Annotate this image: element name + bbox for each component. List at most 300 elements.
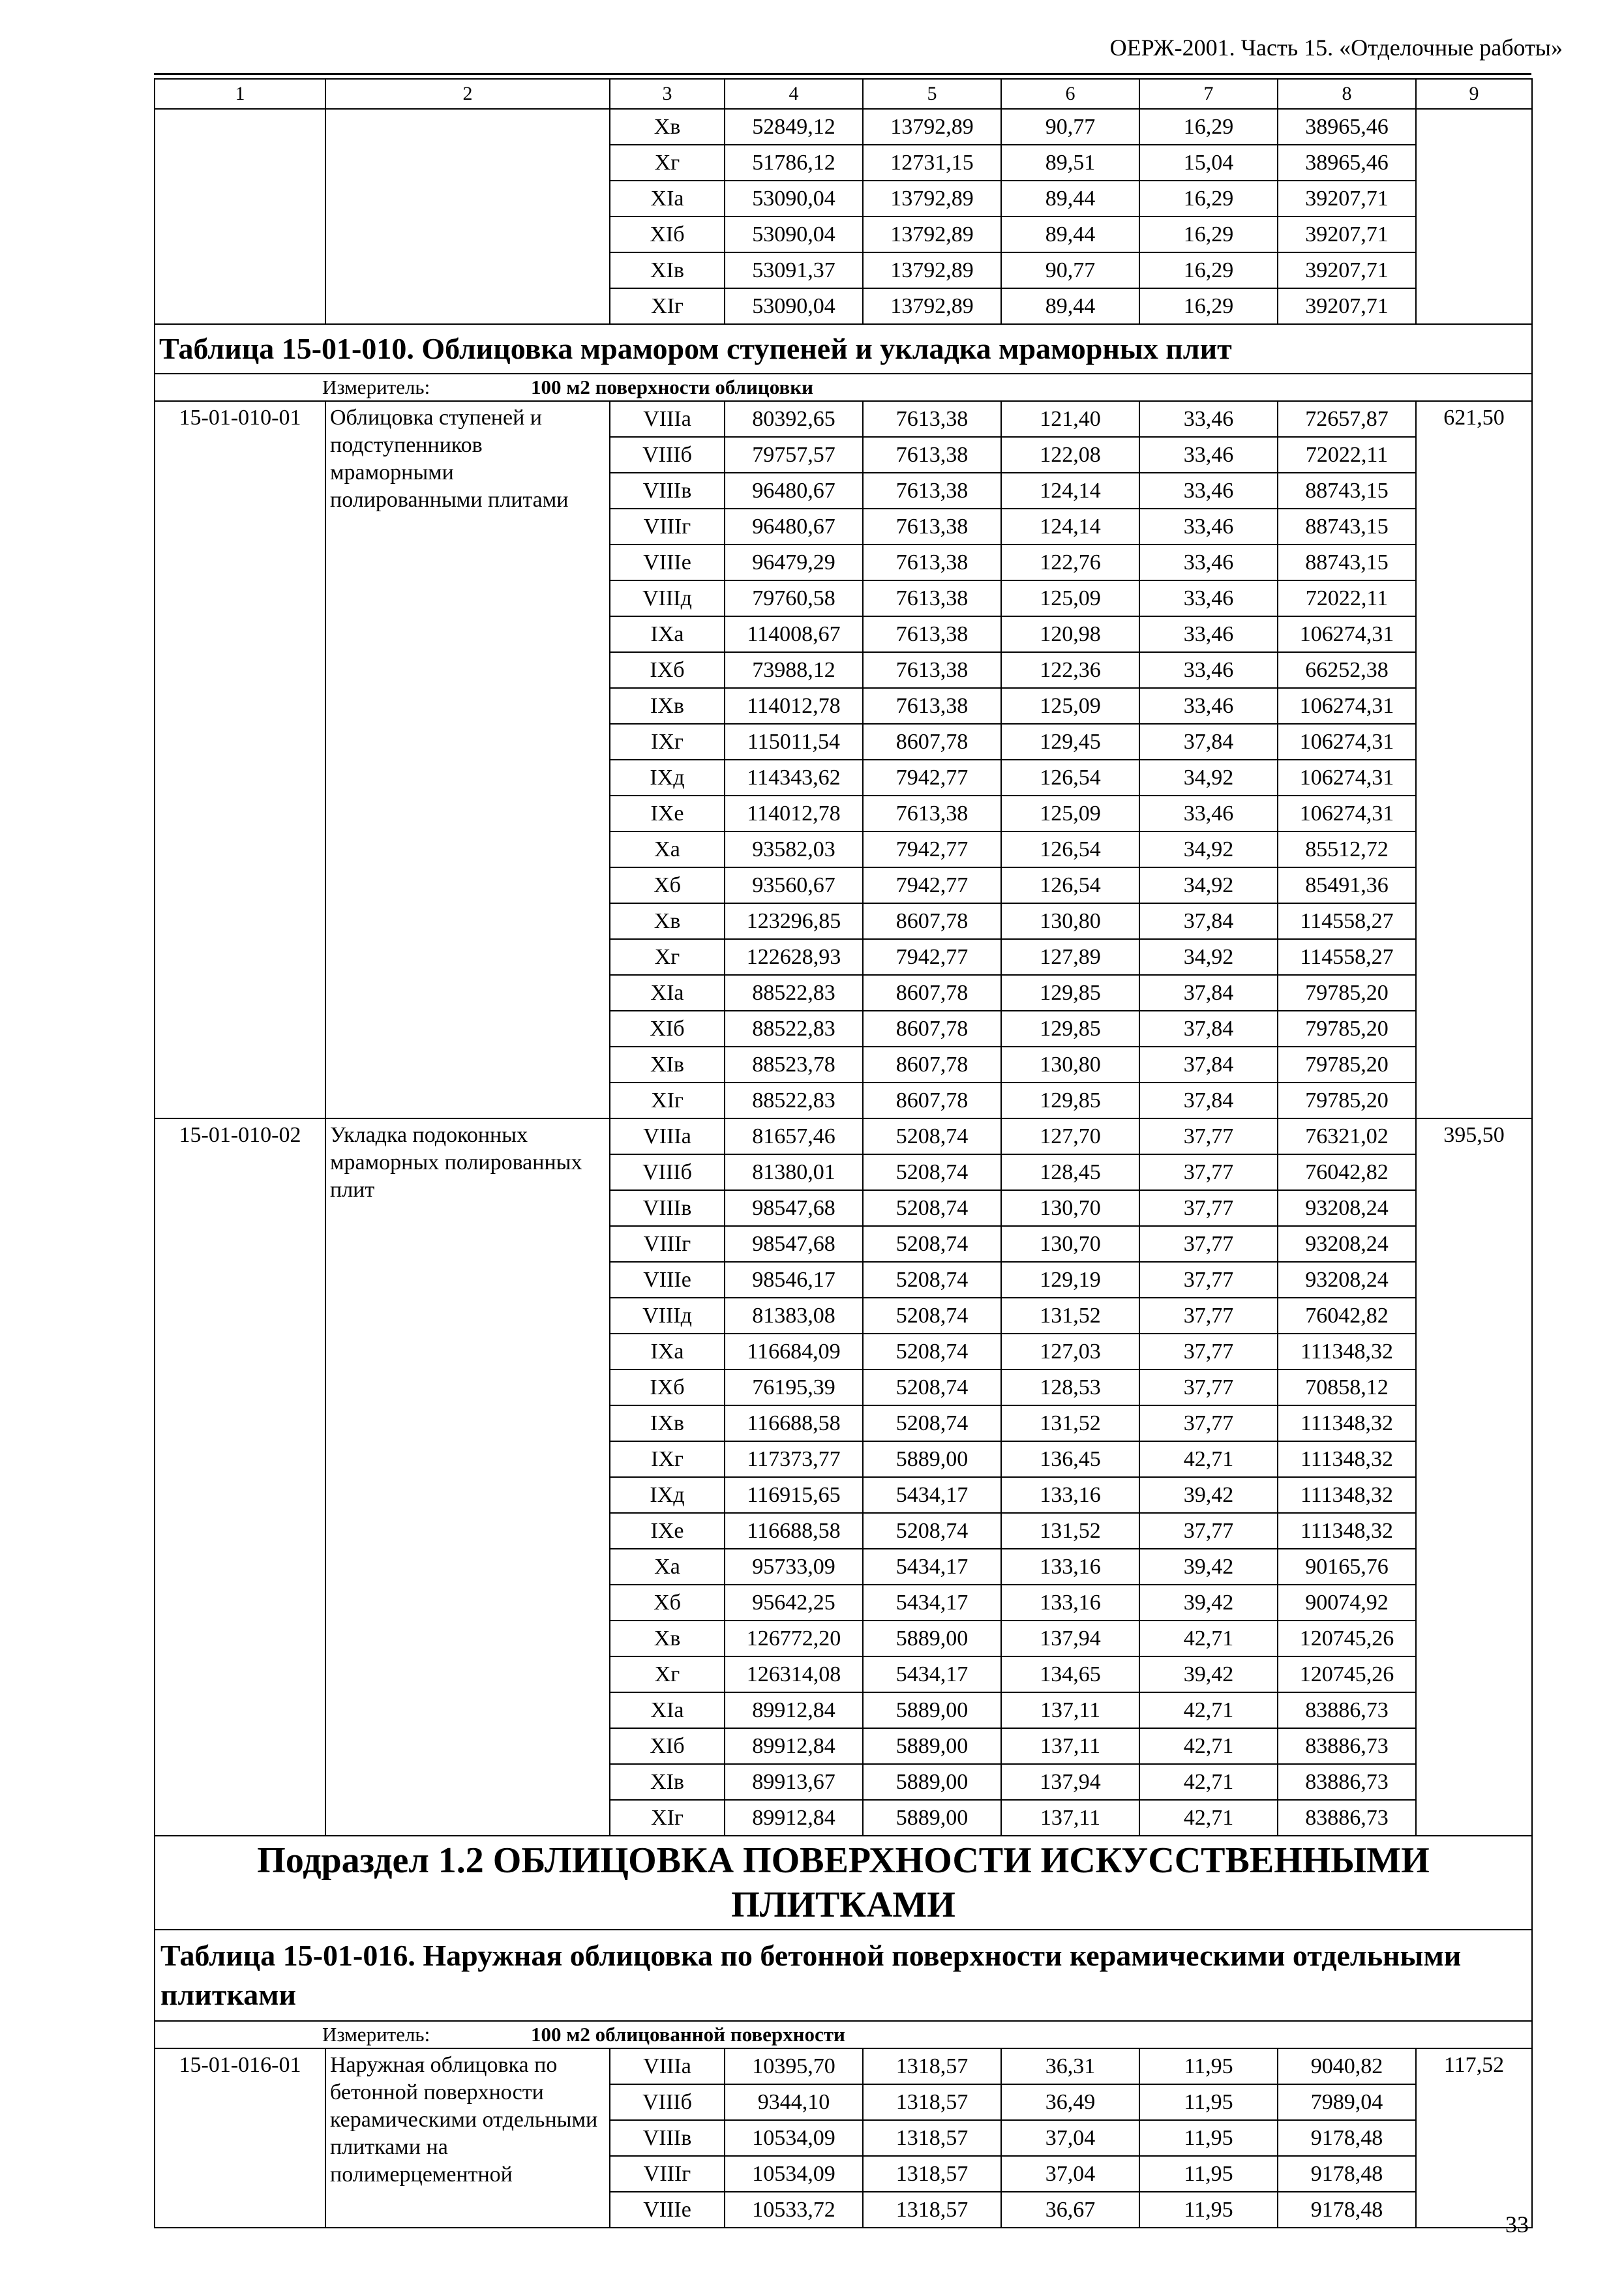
machinery-cell: 125,09	[1001, 796, 1139, 831]
materials-cell: 38965,46	[1278, 145, 1416, 181]
wages-cell: 5208,74	[863, 1369, 1001, 1405]
machinery-cell: 129,45	[1001, 724, 1139, 760]
materials-cell: 114558,27	[1278, 903, 1416, 939]
operator-wages-cell: 33,46	[1139, 688, 1278, 724]
machinery-cell: 136,45	[1001, 1441, 1139, 1477]
wages-cell: 7613,38	[863, 437, 1001, 473]
column-number: 4	[725, 79, 863, 109]
direct-cost-cell: 88523,78	[725, 1047, 863, 1083]
materials-cell: 79785,20	[1278, 1011, 1416, 1047]
materials-cell: 106274,31	[1278, 796, 1416, 831]
wages-cell: 8607,78	[863, 1083, 1001, 1118]
machinery-cell: 128,45	[1001, 1154, 1139, 1190]
measure-value: 100 м2 облицованной поверхности	[531, 2023, 845, 2046]
materials-cell: 9178,48	[1278, 2192, 1416, 2228]
direct-cost-cell: 96480,67	[725, 473, 863, 509]
operator-wages-cell: 34,92	[1139, 760, 1278, 796]
direct-cost-cell: 88522,83	[725, 975, 863, 1011]
name-cell: Наружная облицовка по бетонной поверхности керамическими отдельными плитками на полимерцементной	[325, 2048, 610, 2228]
column-number: 1	[155, 79, 325, 109]
materials-cell: 9178,48	[1278, 2120, 1416, 2156]
wages-cell: 5208,74	[863, 1154, 1001, 1190]
operator-wages-cell: 42,71	[1139, 1441, 1278, 1477]
wages-cell: 5889,00	[863, 1728, 1001, 1764]
zone-cell: VIIIв	[610, 473, 725, 509]
direct-cost-cell: 53090,04	[725, 288, 863, 324]
materials-cell: 79785,20	[1278, 1083, 1416, 1118]
direct-cost-cell: 98547,68	[725, 1226, 863, 1262]
zone-cell: ХIб	[610, 217, 725, 252]
operator-wages-cell: 33,46	[1139, 473, 1278, 509]
machinery-cell: 124,14	[1001, 473, 1139, 509]
machinery-cell: 121,40	[1001, 401, 1139, 437]
header-rule	[154, 73, 1531, 75]
direct-cost-cell: 81383,08	[725, 1298, 863, 1334]
direct-cost-cell: 116688,58	[725, 1513, 863, 1549]
machinery-cell: 125,09	[1001, 580, 1139, 616]
direct-cost-cell: 89912,84	[725, 1800, 863, 1836]
name-cell: Укладка подоконных мраморных полированных плит	[325, 1118, 610, 1836]
operator-wages-cell: 34,92	[1139, 831, 1278, 867]
operator-wages-cell: 42,71	[1139, 1764, 1278, 1800]
materials-cell: 90074,92	[1278, 1585, 1416, 1621]
materials-cell: 76042,82	[1278, 1154, 1416, 1190]
direct-cost-cell: 114008,67	[725, 616, 863, 652]
zone-cell: VIIIв	[610, 2120, 725, 2156]
direct-cost-cell: 80392,65	[725, 401, 863, 437]
machinery-cell: 126,54	[1001, 760, 1139, 796]
wages-cell: 5208,74	[863, 1334, 1001, 1369]
machinery-cell: 122,36	[1001, 652, 1139, 688]
wages-cell: 7613,38	[863, 688, 1001, 724]
zone-cell: ХIв	[610, 252, 725, 288]
table-row	[155, 109, 1532, 145]
operator-wages-cell: 42,71	[1139, 1728, 1278, 1764]
operator-wages-cell: 11,95	[1139, 2192, 1278, 2228]
operator-wages-cell: 37,77	[1139, 1262, 1278, 1298]
column-number: 9	[1416, 79, 1532, 109]
zone-cell: IХв	[610, 1405, 725, 1441]
wages-cell: 5208,74	[863, 1405, 1001, 1441]
wages-cell: 1318,57	[863, 2048, 1001, 2084]
zone-cell: Хб	[610, 867, 725, 903]
machinery-cell: 36,31	[1001, 2048, 1139, 2084]
zone-cell: Хг	[610, 939, 725, 975]
direct-cost-cell: 53090,04	[725, 181, 863, 217]
wages-cell: 7613,38	[863, 580, 1001, 616]
operator-wages-cell: 37,84	[1139, 1011, 1278, 1047]
direct-cost-cell: 93560,67	[725, 867, 863, 903]
machinery-cell: 120,98	[1001, 616, 1139, 652]
wages-cell: 8607,78	[863, 1011, 1001, 1047]
zone-cell: Хг	[610, 145, 725, 181]
code-cell	[155, 109, 325, 324]
wages-cell: 13792,89	[863, 252, 1001, 288]
wages-cell: 7613,38	[863, 401, 1001, 437]
zone-cell: IХб	[610, 1369, 725, 1405]
wages-cell: 7613,38	[863, 652, 1001, 688]
materials-cell: 88743,15	[1278, 473, 1416, 509]
wages-cell: 7942,77	[863, 831, 1001, 867]
page-header: ОЕРЖ-2001. Часть 15. «Отделочные работы»	[1109, 35, 1563, 61]
operator-wages-cell: 33,46	[1139, 652, 1278, 688]
materials-cell: 79785,20	[1278, 1047, 1416, 1083]
machinery-cell: 130,80	[1001, 1047, 1139, 1083]
direct-cost-cell: 95642,25	[725, 1585, 863, 1621]
machinery-cell: 90,77	[1001, 109, 1139, 145]
zone-cell: ХIа	[610, 975, 725, 1011]
operator-wages-cell: 37,77	[1139, 1405, 1278, 1441]
machinery-cell: 131,52	[1001, 1405, 1139, 1441]
operator-wages-cell: 37,77	[1139, 1226, 1278, 1262]
direct-cost-cell: 89913,67	[725, 1764, 863, 1800]
wages-cell: 1318,57	[863, 2192, 1001, 2228]
zone-cell: VIIIб	[610, 2084, 725, 2120]
wages-cell: 5208,74	[863, 1262, 1001, 1298]
direct-cost-cell: 53090,04	[725, 217, 863, 252]
zone-cell: IХе	[610, 1513, 725, 1549]
wages-cell: 7613,38	[863, 796, 1001, 831]
wages-cell: 7613,38	[863, 545, 1001, 580]
direct-cost-cell: 116688,58	[725, 1405, 863, 1441]
direct-cost-cell: 81380,01	[725, 1154, 863, 1190]
zone-cell: VIIIа	[610, 401, 725, 437]
zone-cell: IХд	[610, 1477, 725, 1513]
operator-wages-cell: 37,84	[1139, 975, 1278, 1011]
zone-cell: ХIб	[610, 1011, 725, 1047]
measure-cell	[155, 374, 1532, 401]
operator-wages-cell: 33,46	[1139, 616, 1278, 652]
direct-cost-cell: 98547,68	[725, 1190, 863, 1226]
wages-cell: 7942,77	[863, 760, 1001, 796]
operator-wages-cell: 39,42	[1139, 1549, 1278, 1585]
materials-cell: 66252,38	[1278, 652, 1416, 688]
machinery-cell: 89,44	[1001, 288, 1139, 324]
zone-cell: VIIIа	[610, 1118, 725, 1154]
subsection-title: Подраздел 1.2 ОБЛИЦОВКА ПОВЕРХНОСТИ ИСКУССТВЕННЫМИ ПЛИТКАМИ	[155, 1836, 1532, 1930]
operator-wages-cell: 16,29	[1139, 217, 1278, 252]
direct-cost-cell: 89912,84	[725, 1692, 863, 1728]
direct-cost-cell: 126772,20	[725, 1621, 863, 1656]
machinery-cell: 137,11	[1001, 1692, 1139, 1728]
operator-wages-cell: 11,95	[1139, 2048, 1278, 2084]
zone-cell: IХа	[610, 616, 725, 652]
materials-cell: 39207,71	[1278, 181, 1416, 217]
direct-cost-cell: 114343,62	[725, 760, 863, 796]
materials-cell: 76042,82	[1278, 1298, 1416, 1334]
machinery-cell: 122,08	[1001, 437, 1139, 473]
materials-cell: 38965,46	[1278, 109, 1416, 145]
wages-cell: 5208,74	[863, 1513, 1001, 1549]
materials-cell: 76321,02	[1278, 1118, 1416, 1154]
machinery-cell: 129,85	[1001, 1011, 1139, 1047]
zone-cell: VIIIб	[610, 437, 725, 473]
zone-cell: VIIIб	[610, 1154, 725, 1190]
machinery-cell: 133,16	[1001, 1477, 1139, 1513]
wages-cell: 5208,74	[863, 1118, 1001, 1154]
wages-cell: 1318,57	[863, 2156, 1001, 2192]
operator-wages-cell: 33,46	[1139, 509, 1278, 545]
price-cell: 117,52	[1416, 2048, 1532, 2228]
machinery-cell: 124,14	[1001, 509, 1139, 545]
wages-cell: 5889,00	[863, 1800, 1001, 1836]
materials-cell: 83886,73	[1278, 1800, 1416, 1836]
operator-wages-cell: 33,46	[1139, 796, 1278, 831]
materials-cell: 79785,20	[1278, 975, 1416, 1011]
wages-cell: 5434,17	[863, 1477, 1001, 1513]
measure-label: Измеритель:	[322, 376, 430, 398]
wages-cell: 13792,89	[863, 109, 1001, 145]
wages-cell: 8607,78	[863, 724, 1001, 760]
direct-cost-cell: 10534,09	[725, 2120, 863, 2156]
direct-cost-cell: 89912,84	[725, 1728, 863, 1764]
column-number: 3	[610, 79, 725, 109]
materials-cell: 120745,26	[1278, 1621, 1416, 1656]
machinery-cell: 89,44	[1001, 181, 1139, 217]
materials-cell: 90165,76	[1278, 1549, 1416, 1585]
wages-cell: 5889,00	[863, 1621, 1001, 1656]
operator-wages-cell: 37,77	[1139, 1513, 1278, 1549]
wages-cell: 8607,78	[863, 1047, 1001, 1083]
wages-cell: 5889,00	[863, 1692, 1001, 1728]
machinery-cell: 128,53	[1001, 1369, 1139, 1405]
wages-cell: 7942,77	[863, 867, 1001, 903]
operator-wages-cell: 16,29	[1139, 109, 1278, 145]
operator-wages-cell: 37,77	[1139, 1369, 1278, 1405]
table-row	[155, 1118, 1532, 1154]
machinery-cell: 130,80	[1001, 903, 1139, 939]
machinery-cell: 129,19	[1001, 1262, 1139, 1298]
operator-wages-cell: 37,84	[1139, 1047, 1278, 1083]
materials-cell: 83886,73	[1278, 1692, 1416, 1728]
rates-table-body	[155, 79, 1532, 2228]
operator-wages-cell: 11,95	[1139, 2156, 1278, 2192]
zone-cell: Хв	[610, 903, 725, 939]
materials-cell: 106274,31	[1278, 688, 1416, 724]
operator-wages-cell: 33,46	[1139, 580, 1278, 616]
machinery-cell: 130,70	[1001, 1190, 1139, 1226]
materials-cell: 85491,36	[1278, 867, 1416, 903]
machinery-cell: 89,51	[1001, 145, 1139, 181]
price-cell: 395,50	[1416, 1118, 1532, 1836]
machinery-cell: 137,94	[1001, 1764, 1139, 1800]
zone-cell: Ха	[610, 831, 725, 867]
materials-cell: 39207,71	[1278, 217, 1416, 252]
operator-wages-cell: 16,29	[1139, 181, 1278, 217]
zone-cell: ХIв	[610, 1047, 725, 1083]
direct-cost-cell: 9344,10	[725, 2084, 863, 2120]
zone-cell: VIIIе	[610, 2192, 725, 2228]
zone-cell: IХг	[610, 724, 725, 760]
price-cell	[1416, 109, 1532, 324]
wages-cell: 7613,38	[863, 509, 1001, 545]
wages-cell: 13792,89	[863, 181, 1001, 217]
machinery-cell: 137,94	[1001, 1621, 1139, 1656]
operator-wages-cell: 15,04	[1139, 145, 1278, 181]
materials-cell: 93208,24	[1278, 1262, 1416, 1298]
machinery-cell: 131,52	[1001, 1513, 1139, 1549]
materials-cell: 93208,24	[1278, 1226, 1416, 1262]
direct-cost-cell: 88522,83	[725, 1011, 863, 1047]
operator-wages-cell: 37,77	[1139, 1298, 1278, 1334]
column-number: 6	[1001, 79, 1139, 109]
operator-wages-cell: 37,84	[1139, 903, 1278, 939]
zone-cell: IХв	[610, 688, 725, 724]
materials-cell: 83886,73	[1278, 1764, 1416, 1800]
direct-cost-cell: 98546,17	[725, 1262, 863, 1298]
machinery-cell: 133,16	[1001, 1585, 1139, 1621]
zone-cell: VIIIв	[610, 1190, 725, 1226]
machinery-cell: 90,77	[1001, 252, 1139, 288]
name-cell: Облицовка ступеней и подступенников мраморными полированными плитами	[325, 401, 610, 1118]
direct-cost-cell: 114012,78	[725, 796, 863, 831]
direct-cost-cell: 10534,09	[725, 2156, 863, 2192]
column-number: 7	[1139, 79, 1278, 109]
wages-cell: 5208,74	[863, 1190, 1001, 1226]
operator-wages-cell: 37,77	[1139, 1334, 1278, 1369]
direct-cost-cell: 116684,09	[725, 1334, 863, 1369]
operator-wages-cell: 33,46	[1139, 401, 1278, 437]
zone-cell: IХа	[610, 1334, 725, 1369]
zone-cell: VIIIг	[610, 509, 725, 545]
direct-cost-cell: 10395,70	[725, 2048, 863, 2084]
materials-cell: 111348,32	[1278, 1441, 1416, 1477]
direct-cost-cell: 96480,67	[725, 509, 863, 545]
operator-wages-cell: 11,95	[1139, 2084, 1278, 2120]
wages-cell: 13792,89	[863, 288, 1001, 324]
page-number: 33	[1505, 2211, 1529, 2237]
materials-cell: 85512,72	[1278, 831, 1416, 867]
direct-cost-cell: 115011,54	[725, 724, 863, 760]
operator-wages-cell: 37,77	[1139, 1154, 1278, 1190]
operator-wages-cell: 34,92	[1139, 939, 1278, 975]
operator-wages-cell: 39,42	[1139, 1656, 1278, 1692]
materials-cell: 72022,11	[1278, 580, 1416, 616]
zone-cell: Хб	[610, 1585, 725, 1621]
direct-cost-cell: 76195,39	[725, 1369, 863, 1405]
zone-cell: VIIIа	[610, 2048, 725, 2084]
materials-cell: 39207,71	[1278, 288, 1416, 324]
direct-cost-cell: 123296,85	[725, 903, 863, 939]
code-cell: 15-01-010-02	[155, 1118, 325, 1836]
zone-cell: ХIг	[610, 1800, 725, 1836]
materials-cell: 111348,32	[1278, 1334, 1416, 1369]
measure-value: 100 м2 поверхности облицовки	[531, 376, 813, 398]
zone-cell: VIIIд	[610, 580, 725, 616]
table-title-row	[155, 1930, 1532, 2021]
direct-cost-cell: 79760,58	[725, 580, 863, 616]
materials-cell: 72022,11	[1278, 437, 1416, 473]
materials-cell: 88743,15	[1278, 545, 1416, 580]
zone-cell: IХе	[610, 796, 725, 831]
measure-cell	[155, 2021, 1532, 2048]
wages-cell: 7942,77	[863, 939, 1001, 975]
materials-cell: 70858,12	[1278, 1369, 1416, 1405]
wages-cell: 5889,00	[863, 1441, 1001, 1477]
direct-cost-cell: 53091,37	[725, 252, 863, 288]
machinery-cell: 122,76	[1001, 545, 1139, 580]
wages-cell: 8607,78	[863, 903, 1001, 939]
wages-cell: 5434,17	[863, 1585, 1001, 1621]
code-cell: 15-01-016-01	[155, 2048, 325, 2228]
measure-label: Измеритель:	[322, 2023, 430, 2046]
zone-cell: Хв	[610, 1621, 725, 1656]
wages-cell: 5434,17	[863, 1656, 1001, 1692]
direct-cost-cell: 10533,72	[725, 2192, 863, 2228]
machinery-cell: 126,54	[1001, 831, 1139, 867]
materials-cell: 9178,48	[1278, 2156, 1416, 2192]
materials-cell: 120745,26	[1278, 1656, 1416, 1692]
column-number-row	[155, 79, 1532, 109]
operator-wages-cell: 33,46	[1139, 545, 1278, 580]
zone-cell: VIIIе	[610, 545, 725, 580]
wages-cell: 5208,74	[863, 1226, 1001, 1262]
direct-cost-cell: 73988,12	[725, 652, 863, 688]
operator-wages-cell: 42,71	[1139, 1692, 1278, 1728]
operator-wages-cell: 11,95	[1139, 2120, 1278, 2156]
direct-cost-cell: 117373,77	[725, 1441, 863, 1477]
machinery-cell: 137,11	[1001, 1800, 1139, 1836]
zone-cell: Хг	[610, 1656, 725, 1692]
table-row	[155, 401, 1532, 437]
direct-cost-cell: 79757,57	[725, 437, 863, 473]
zone-cell: VIIIг	[610, 2156, 725, 2192]
column-number: 2	[325, 79, 610, 109]
machinery-cell: 36,49	[1001, 2084, 1139, 2120]
subsection-row	[155, 1836, 1532, 1930]
materials-cell: 9040,82	[1278, 2048, 1416, 2084]
machinery-cell: 127,89	[1001, 939, 1139, 975]
table-title-row	[155, 324, 1532, 374]
zone-cell: VIIIе	[610, 1262, 725, 1298]
machinery-cell: 130,70	[1001, 1226, 1139, 1262]
table-title: Таблица 15-01-010. Облицовка мрамором ступеней и укладка мраморных плит	[155, 324, 1532, 374]
operator-wages-cell: 16,29	[1139, 288, 1278, 324]
wages-cell: 1318,57	[863, 2120, 1001, 2156]
operator-wages-cell: 33,46	[1139, 437, 1278, 473]
wages-cell: 1318,57	[863, 2084, 1001, 2120]
direct-cost-cell: 122628,93	[725, 939, 863, 975]
column-number: 5	[863, 79, 1001, 109]
direct-cost-cell: 51786,12	[725, 145, 863, 181]
materials-cell: 106274,31	[1278, 760, 1416, 796]
zone-cell: Ха	[610, 1549, 725, 1585]
machinery-cell: 37,04	[1001, 2156, 1139, 2192]
machinery-cell: 133,16	[1001, 1549, 1139, 1585]
machinery-cell: 134,65	[1001, 1656, 1139, 1692]
direct-cost-cell: 126314,08	[725, 1656, 863, 1692]
machinery-cell: 137,11	[1001, 1728, 1139, 1764]
machinery-cell: 127,03	[1001, 1334, 1139, 1369]
zone-cell: IХг	[610, 1441, 725, 1477]
wages-cell: 7613,38	[863, 473, 1001, 509]
materials-cell: 39207,71	[1278, 252, 1416, 288]
wages-cell: 12731,15	[863, 145, 1001, 181]
direct-cost-cell: 93582,03	[725, 831, 863, 867]
machinery-cell: 127,70	[1001, 1118, 1139, 1154]
machinery-cell: 126,54	[1001, 867, 1139, 903]
zone-cell: Хв	[610, 109, 725, 145]
table-row	[155, 2048, 1532, 2084]
machinery-cell: 129,85	[1001, 975, 1139, 1011]
zone-cell: ХIг	[610, 1083, 725, 1118]
column-number: 8	[1278, 79, 1416, 109]
direct-cost-cell: 116915,65	[725, 1477, 863, 1513]
wages-cell: 13792,89	[863, 217, 1001, 252]
zone-cell: VIIIд	[610, 1298, 725, 1334]
operator-wages-cell: 37,77	[1139, 1190, 1278, 1226]
materials-cell: 114558,27	[1278, 939, 1416, 975]
